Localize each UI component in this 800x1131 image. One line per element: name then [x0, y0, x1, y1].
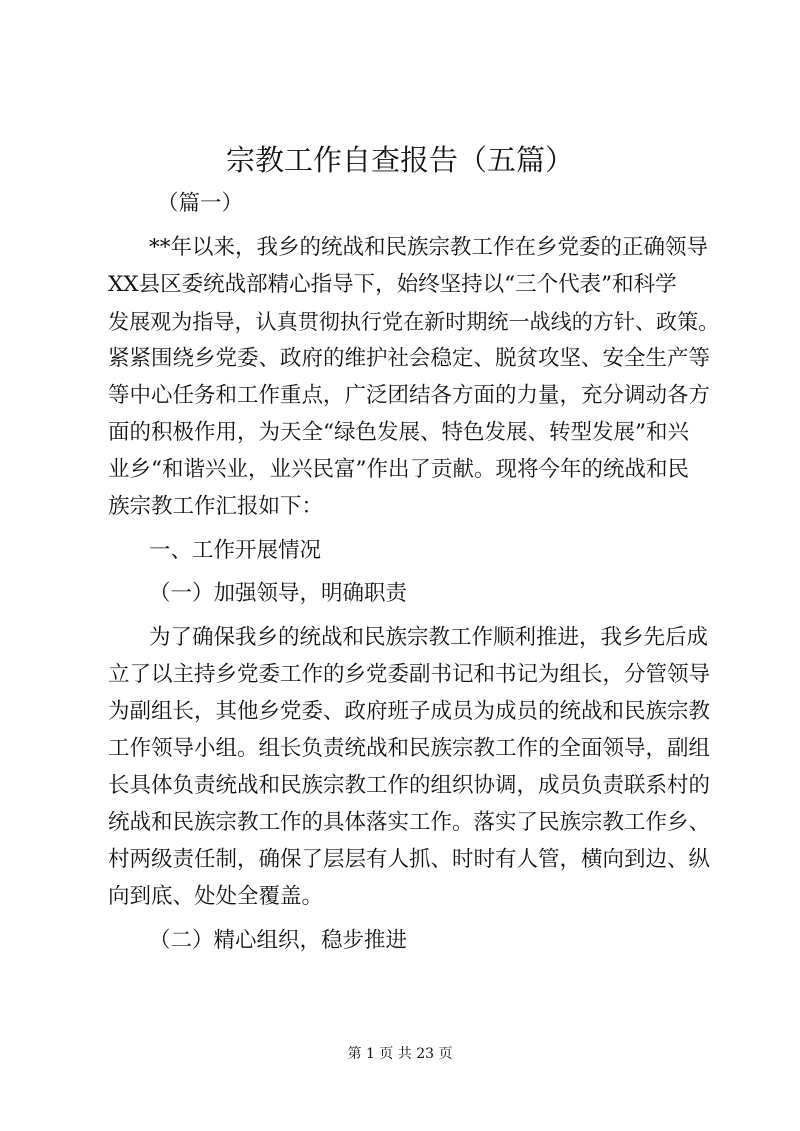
intro-line-8: 族宗教工作汇报如下： [108, 494, 324, 519]
body-line-1: 为了确保我乡的统战和民族宗教工作顺利推进，我乡先后成 [149, 625, 709, 650]
section-heading-1: 一、工作开展情况 [149, 538, 322, 563]
intro-line-2: XX县区委统战部精心指导下，始终坚持以“三个代表”和科学 [108, 272, 677, 297]
intro-line-5: 等中心任务和工作重点，广泛团结各方面的力量，充分调动各方 [108, 383, 711, 408]
subheading: （篇一） [157, 191, 244, 216]
document-title: 宗教工作自查报告（五篇） [225, 143, 574, 177]
body-line-4: 工作领导小组。组长负责统战和民族宗教工作的全面领导，副组 [108, 736, 711, 761]
intro-line-1: **年以来，我乡的统战和民族宗教工作在乡党委的正确领导 [149, 235, 709, 260]
intro-line-6: 面的积极作用，为天全“绿色发展、特色发展、转型发展”和兴 [108, 420, 689, 445]
body-line-8: 向到底、处处全覆盖。 [108, 884, 324, 909]
subsection-heading-2: （二）精心组织，稳步推进 [149, 928, 408, 953]
intro-line-3: 发展观为指导，认真贯彻执行党在新时期统一战线的方针、政策。 [108, 309, 720, 334]
subsection-heading-1: （一）加强领导，明确职责 [149, 581, 408, 606]
intro-line-7: 业乡“和谐兴业，业兴民富”作出了贡献。现将今年的统战和民 [108, 457, 689, 482]
body-line-6: 统战和民族宗教工作的具体落实工作。落实了民族宗教工作乡、 [108, 810, 711, 835]
body-line-5: 长具体负责统战和民族宗教工作的组织协调，成员负责联系村的 [108, 773, 711, 798]
body-line-2: 立了以主持乡党委工作的乡党委副书记和书记为组长，分管领导 [108, 662, 711, 687]
body-line-3: 为副组长，其他乡党委、政府班子成员为成员的统战和民族宗教 [108, 699, 711, 724]
body-line-7: 村两级责任制，确保了层层有人抓、时时有人管，横向到边、纵 [108, 847, 711, 872]
intro-line-4: 紧紧围绕乡党委、政府的维护社会稳定、脱贫攻坚、安全生产等 [108, 346, 711, 371]
page-number: 第 1 页 共 23 页 [347, 1046, 453, 1062]
